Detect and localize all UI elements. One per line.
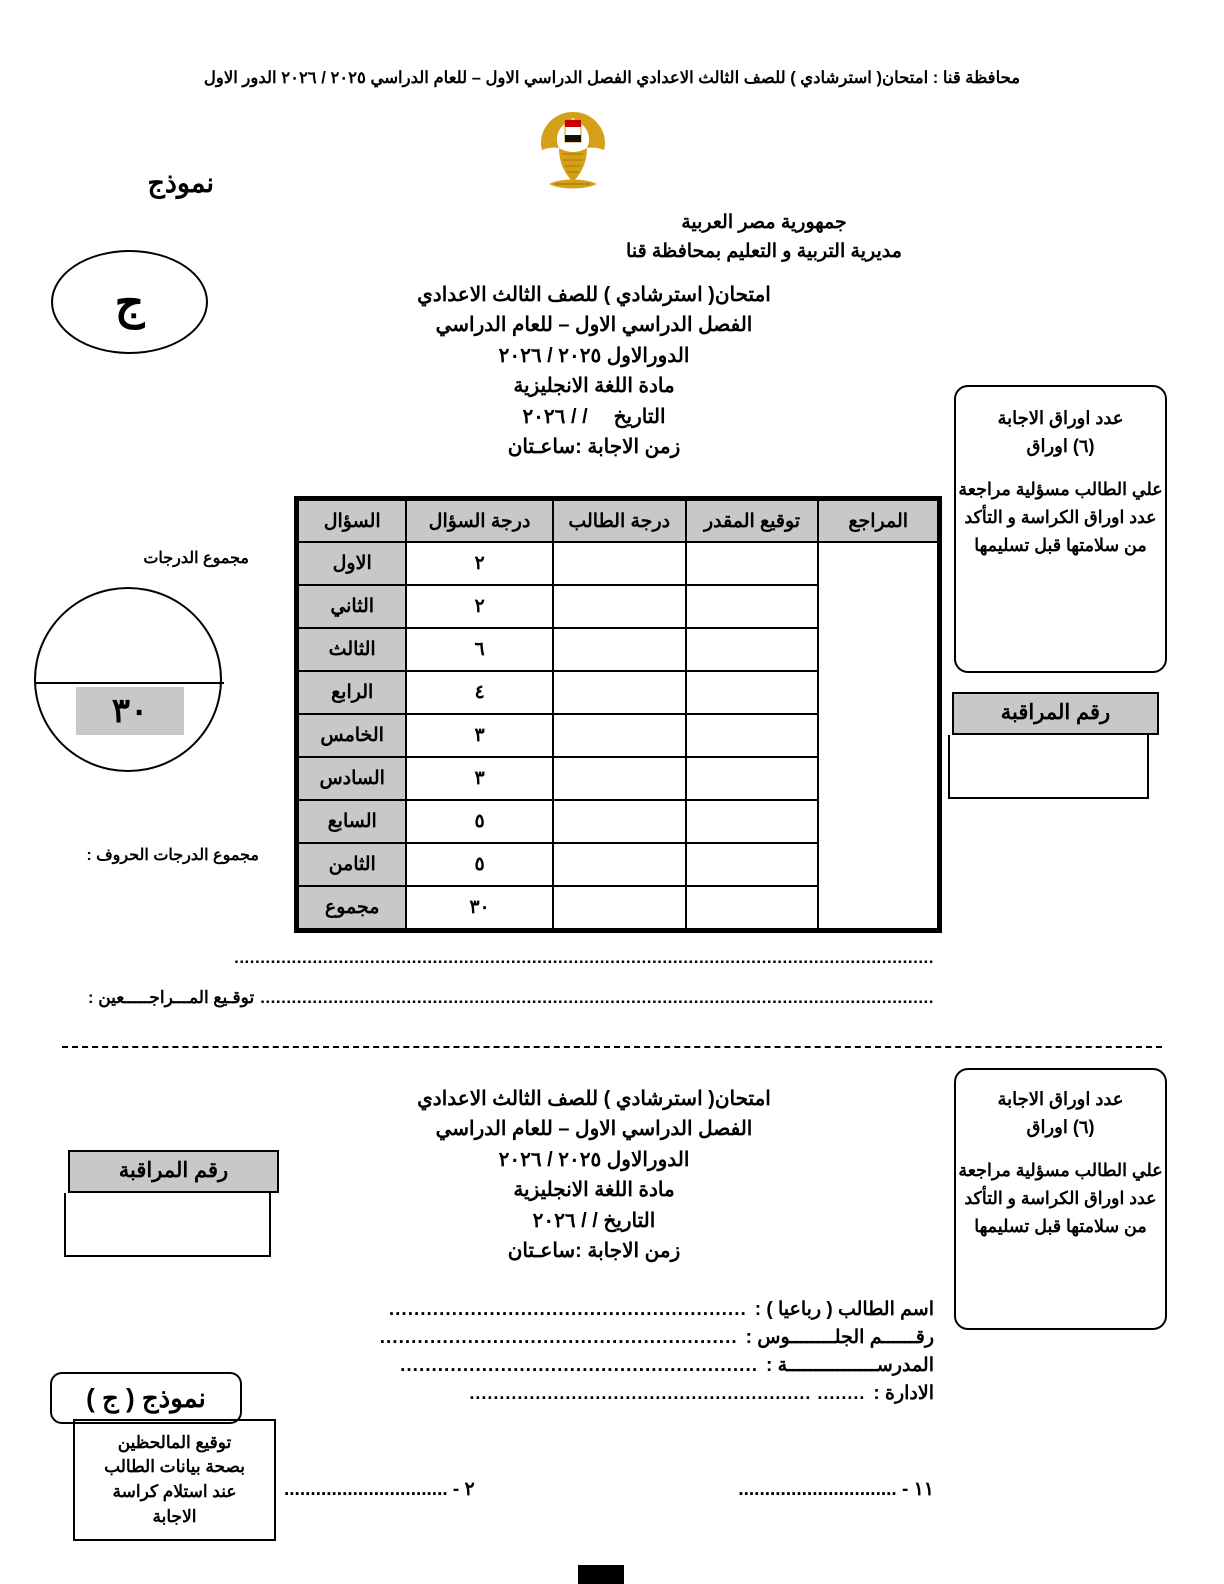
question-mark-cell: ٥ (406, 843, 552, 886)
observer-notes-row (284, 1478, 934, 1501)
note-title-line-2: (٦) اوراق (1026, 435, 1095, 456)
control-number-top (952, 692, 1159, 799)
estimator-signature-cell[interactable] (686, 671, 819, 714)
question-mark-cell: ٣ (406, 757, 552, 800)
question-name-cell: الرابع (298, 671, 406, 714)
field-student-name-input[interactable]: ......................................................... (388, 1299, 747, 1320)
note-body: علي الطالب مسؤلية مراجعة عدد اوراق الكراسة و التأكد من سلامتها قبل تسليمها (958, 478, 1163, 555)
page-alignment-mark (578, 1565, 624, 1584)
exam-info-line-3: الدورالاول ٢٠٢٥ / ٢٠٢٦ (498, 344, 690, 367)
egypt-eagle-emblem (533, 104, 613, 196)
observers-line-2: بصحة بيانات الطالب (104, 1457, 245, 1477)
field-seat-number-label: رقــــــم الجلــــــــوس : (745, 1327, 934, 1348)
estimator-signature-cell[interactable] (686, 542, 819, 585)
question-mark-cell: ٤ (406, 671, 552, 714)
question-name-cell: الخامس (298, 714, 406, 757)
model-label-box: نموذج ( ج ) (50, 1372, 242, 1424)
model-letter-circle: ج (51, 250, 208, 354)
table-row (298, 542, 938, 585)
control-number-bottom (68, 1150, 279, 1257)
republic-line-2: مديرية التربية و التعليم بمحافظة قنا (626, 240, 902, 262)
question-name-cell: الاول (298, 542, 406, 585)
estimator-signature-cell[interactable] (686, 886, 819, 929)
republic-block (594, 209, 934, 266)
header-reviewer: المراجع (818, 500, 938, 542)
exam-date-value: / / ٢٠٢٦ (522, 405, 588, 428)
total-divider (36, 682, 224, 684)
control-number-label: رقم المراقبة (952, 692, 1159, 735)
exam-info-bottom-line-2: الفصل الدراسي الاول – للعام الدراسي (435, 1118, 753, 1141)
question-mark-cell: ٢ (406, 542, 552, 585)
exam-info-bottom-line-1: امتحان( استرشادي ) للصف الثالث الاعدادي (417, 1088, 771, 1110)
student-mark-cell[interactable] (553, 886, 686, 929)
exam-info-line-2: الفصل الدراسي الاول – للعام الدراسي (435, 314, 753, 337)
exam-date-row (384, 402, 804, 432)
total-marks-value: ٣٠ (76, 687, 184, 735)
total-mark-cell: ٣٠ (406, 886, 552, 929)
estimator-signature-cell[interactable] (686, 714, 819, 757)
reviewers-signature-dots: ................................................................................................................................. (260, 988, 934, 1007)
note-title-line-1: عدد اوراق الاجابة (997, 408, 1124, 428)
question-name-cell: الثالث (298, 628, 406, 671)
question-name-cell: الثامن (298, 843, 406, 886)
question-name-cell: السابع (298, 800, 406, 843)
observers-signature-box (73, 1419, 276, 1541)
estimator-signature-cell[interactable] (686, 628, 819, 671)
note-title-line-1-bottom: عدد اوراق الاجابة (997, 1089, 1124, 1109)
grades-table-wrapper (294, 496, 942, 933)
grades-table (297, 499, 939, 930)
total-marks-circle (34, 587, 222, 772)
field-student-name (284, 1298, 934, 1321)
estimator-signature-cell[interactable] (686, 800, 819, 843)
estimator-signature-cell[interactable] (686, 585, 819, 628)
answer-sheets-note-bottom (954, 1068, 1167, 1330)
republic-line-1: جمهورية مصر العربية (681, 212, 847, 233)
header-question-mark: درجة السؤال (406, 500, 552, 542)
control-number-input-top[interactable] (948, 735, 1149, 799)
question-mark-cell: ٥ (406, 800, 552, 843)
exam-info-line-4: مادة اللغة الانجليزية (513, 375, 675, 398)
field-school-input[interactable]: ......................................................... (400, 1355, 759, 1376)
field-seat-number (284, 1326, 934, 1349)
field-school-label: المدرســــــــــــــــة : (766, 1355, 934, 1376)
reviewers-signature-label: توقـيع المـــراجـــــعين : (87, 988, 255, 1007)
exam-date-row-bottom (384, 1206, 804, 1236)
exam-info-bottom-line-4: مادة اللغة الانجليزية (513, 1179, 675, 1202)
control-number-input-bottom[interactable] (64, 1193, 271, 1257)
page-top-header: محافظة قنا : امتحان( استرشادي ) للصف الثالث الاعدادي الفصل الدراسي الاول – للعام الدراسي ٢٠٢٥ / ٢٠٢٦ الدور الاول (203, 69, 1021, 87)
student-mark-cell[interactable] (553, 714, 686, 757)
note-body-bottom: علي الطالب مسؤلية مراجعة عدد اوراق الكراسة و التأكد من سلامتها قبل تسليمها (958, 1159, 1163, 1236)
header-question: السؤال (298, 500, 406, 542)
exam-duration-bottom: زمن الاجابة :ساعـتان (507, 1239, 681, 1262)
field-school (284, 1354, 934, 1377)
student-mark-cell[interactable] (553, 628, 686, 671)
answer-sheets-note-top (954, 385, 1167, 673)
student-mark-cell[interactable] (553, 671, 686, 714)
exam-info-bottom (384, 1084, 804, 1266)
exam-duration: زمن الاجابة :ساعـتان (507, 435, 681, 458)
exam-info-line-1: امتحان( استرشادي ) للصف الثالث الاعدادي (417, 284, 771, 306)
total-label-cell: مجموع (298, 886, 406, 929)
student-fields (284, 1298, 934, 1410)
observer-note-1[interactable]: ١١ - .............................. (738, 1479, 934, 1500)
observers-line-1: توقيع المالحظين (117, 1432, 232, 1452)
field-student-name-label: اسم الطالب ( رباعيا ) : (754, 1299, 934, 1320)
total-marks-label: مجموع الدرجات (143, 550, 249, 567)
question-mark-cell: ٦ (406, 628, 552, 671)
exam-info-bottom-line-3: الدورالاول ٢٠٢٥ / ٢٠٢٦ (498, 1148, 690, 1171)
grades-header-row (298, 500, 938, 542)
question-mark-cell: ٣ (406, 714, 552, 757)
student-mark-cell[interactable] (553, 757, 686, 800)
student-mark-cell[interactable] (553, 542, 686, 585)
estimator-signature-cell[interactable] (686, 843, 819, 886)
field-seat-number-input[interactable]: ......................................................... (379, 1327, 738, 1348)
question-name-cell: الثاني (298, 585, 406, 628)
reviewer-cell[interactable] (818, 542, 938, 929)
control-number-label-bottom: رقم المراقبة (68, 1150, 279, 1193)
question-mark-cell: ٢ (406, 585, 552, 628)
reviewers-dots-top: ...................................................................................................................................... (234, 948, 934, 967)
header-estimator-signature: توقيع المقدر (686, 500, 819, 542)
exam-date-label: التاريخ (613, 405, 666, 428)
student-mark-cell[interactable] (553, 800, 686, 843)
student-mark-cell[interactable] (553, 585, 686, 628)
exam-date-label-bottom: التاريخ (603, 1209, 656, 1232)
question-name-cell: السادس (298, 757, 406, 800)
total-marks-in-letters-label: مجموع الدرجات الحروف : (86, 847, 259, 864)
field-administration-label: الادارة : (873, 1383, 934, 1404)
note-title-line-2-bottom: (٦) اوراق (1026, 1116, 1095, 1137)
field-administration (284, 1382, 934, 1405)
observers-line-4: الاجابة (152, 1506, 197, 1526)
student-mark-cell[interactable] (553, 843, 686, 886)
header-student-mark: درجة الطالب (553, 500, 686, 542)
estimator-signature-cell[interactable] (686, 757, 819, 800)
exam-info-top (384, 280, 804, 462)
reviewers-signature-row (88, 988, 934, 1008)
field-administration-input[interactable]: ......................................................... ........ (469, 1383, 866, 1403)
observer-note-2[interactable]: ٢ - ............................... (284, 1479, 475, 1500)
model-word: نموذج (147, 168, 214, 198)
exam-date-value-bottom: / / ٢٠٢٦ (532, 1209, 598, 1232)
page-separator (62, 1046, 1162, 1048)
observers-line-3: عند استلام كراسة (112, 1482, 237, 1501)
